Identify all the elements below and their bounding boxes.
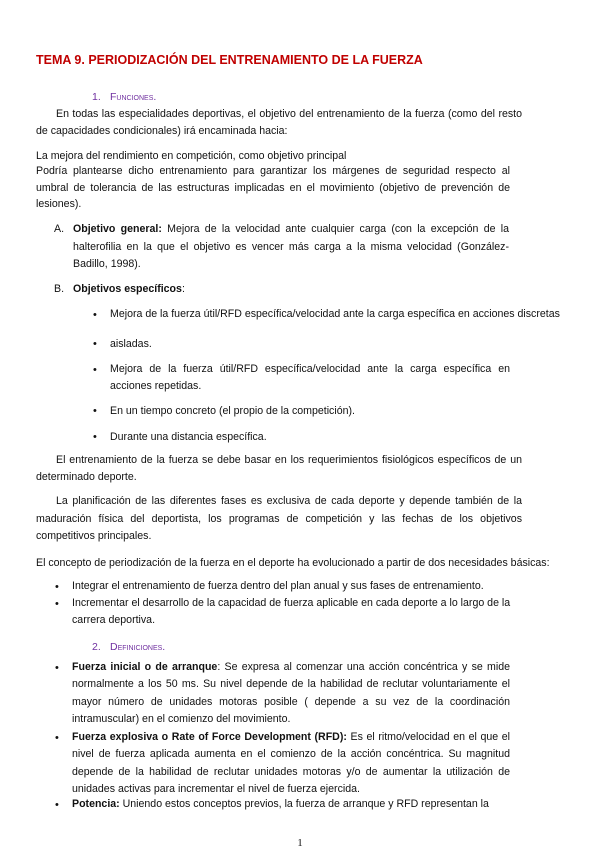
bullet-icon: • xyxy=(55,732,59,744)
list-item: Durante una distancia específica. xyxy=(110,431,267,443)
item-a-text xyxy=(73,221,509,274)
definition-term: Potencia: xyxy=(72,798,120,810)
item-b-text xyxy=(73,281,509,298)
bullet-icon: • xyxy=(55,662,59,674)
section-1-number: 1. xyxy=(92,91,101,103)
bullet-icon: • xyxy=(55,598,59,610)
item-a-letter: A. xyxy=(54,223,65,235)
list-item: En un tiempo concreto (el propio de la competición). xyxy=(110,405,355,417)
definition-item xyxy=(72,796,510,813)
item-a-label: Objetivo general: xyxy=(73,223,162,235)
bullet-icon: • xyxy=(93,431,97,443)
item-b-label: Objetivos específicos xyxy=(73,283,182,295)
list-item: Integrar el entrenamiento de fuerza dentro del plan anual y sus fases de entrenamiento. xyxy=(72,580,484,592)
section-2-heading xyxy=(92,640,165,654)
section-2-number: 2. xyxy=(92,641,101,653)
definition-text: Uniendo estos conceptos previos, la fuerza de arranque y RFD representan la xyxy=(119,798,489,810)
list-item: aisladas. xyxy=(110,338,152,350)
bullet-icon: • xyxy=(55,799,59,811)
definition-text: Es el ritmo/velocidad en el que el nivel de fuerza aplicada aumenta en el comienzo de la acción concéntrica. Su magnitud depende de la habilidad de reclutar unidades motoras y/o de aumentar la utilización de unidades activas para incrementar el nivel de fuerza ejercida. xyxy=(72,731,510,795)
item-b-letter: B. xyxy=(54,283,65,295)
section-1-label: Funciones. xyxy=(110,91,157,103)
paragraph-2: La planificación de las diferentes fases es exclusiva de cada deporte y depende también de la maduración física del deportista, los programas de competición y las fechas de los objetivos competitivos principales. xyxy=(36,495,522,542)
definition-item xyxy=(72,729,510,798)
objective-line-a: La mejora del rendimiento en competición, como objetivo principal xyxy=(36,150,347,162)
definition-text: : Se expresa al comenzar una acción concéntrica y se mide normalmente a los 50 ms. Su nivel depende de la habilidad de reclutar voluntariamente el mayor número de unidades motoras posible ( depende a su vez de la coordinación intramuscular) en el comienzo del movimiento. xyxy=(72,661,510,725)
item-b-colon: : xyxy=(181,283,185,295)
paragraph-3: El concepto de periodización de la fuerza en el deporte ha evolucionado a partir de dos necesidades básicas: xyxy=(36,557,550,569)
page-title: TEMA 9. PERIODIZACIÓN DEL ENTRENAMIENTO DE LA FUERZA xyxy=(36,53,423,67)
list-item: Mejora de la fuerza útil/RFD específica/velocidad ante la carga específica en acciones repetidas. xyxy=(110,363,510,392)
bullet-icon: • xyxy=(55,581,59,593)
intro-paragraph: En todas las especialidades deportivas, el objetivo del entrenamiento de la fuerza (como del resto de capacidades condicionales) irá encaminada hacia: xyxy=(36,108,522,137)
definition-item xyxy=(72,659,510,728)
bullet-icon: • xyxy=(93,364,97,376)
page-number: 1 xyxy=(297,837,303,849)
bullet-icon: • xyxy=(93,338,97,350)
bullet-icon: • xyxy=(93,405,97,417)
bullet-icon: • xyxy=(93,309,97,321)
item-a-body: Mejora de la velocidad ante cualquier carga (con la excepción de la halterofilia en la que el objetivo es vencer más carga a la misma velocidad (González-Badillo, 1998). xyxy=(73,223,509,270)
paragraph-1: El entrenamiento de la fuerza se debe basar en los requerimientos fisiológicos específicos de un determinado deporte. xyxy=(36,454,522,483)
definition-term: Fuerza inicial o de arranque xyxy=(72,661,218,673)
section-1-heading xyxy=(92,90,156,104)
list-item: Incrementar el desarrollo de la capacidad de fuerza aplicable en cada deporte a lo largo de la carrera deportiva. xyxy=(72,597,511,626)
definition-term: Fuerza explosiva o Rate of Force Development (RFD): xyxy=(72,731,347,743)
list-item: Mejora de la fuerza útil/RFD específica/velocidad ante la carga específica en acciones discretas xyxy=(110,308,560,320)
section-2-label: Definiciones. xyxy=(110,641,166,653)
objective-line-b: Podría plantearse dicho entrenamiento para garantizar los márgenes de seguridad respecto al umbral de tolerancia de las estructuras implicadas en el movimiento (objetivo de prevención de lesiones). xyxy=(36,165,510,210)
